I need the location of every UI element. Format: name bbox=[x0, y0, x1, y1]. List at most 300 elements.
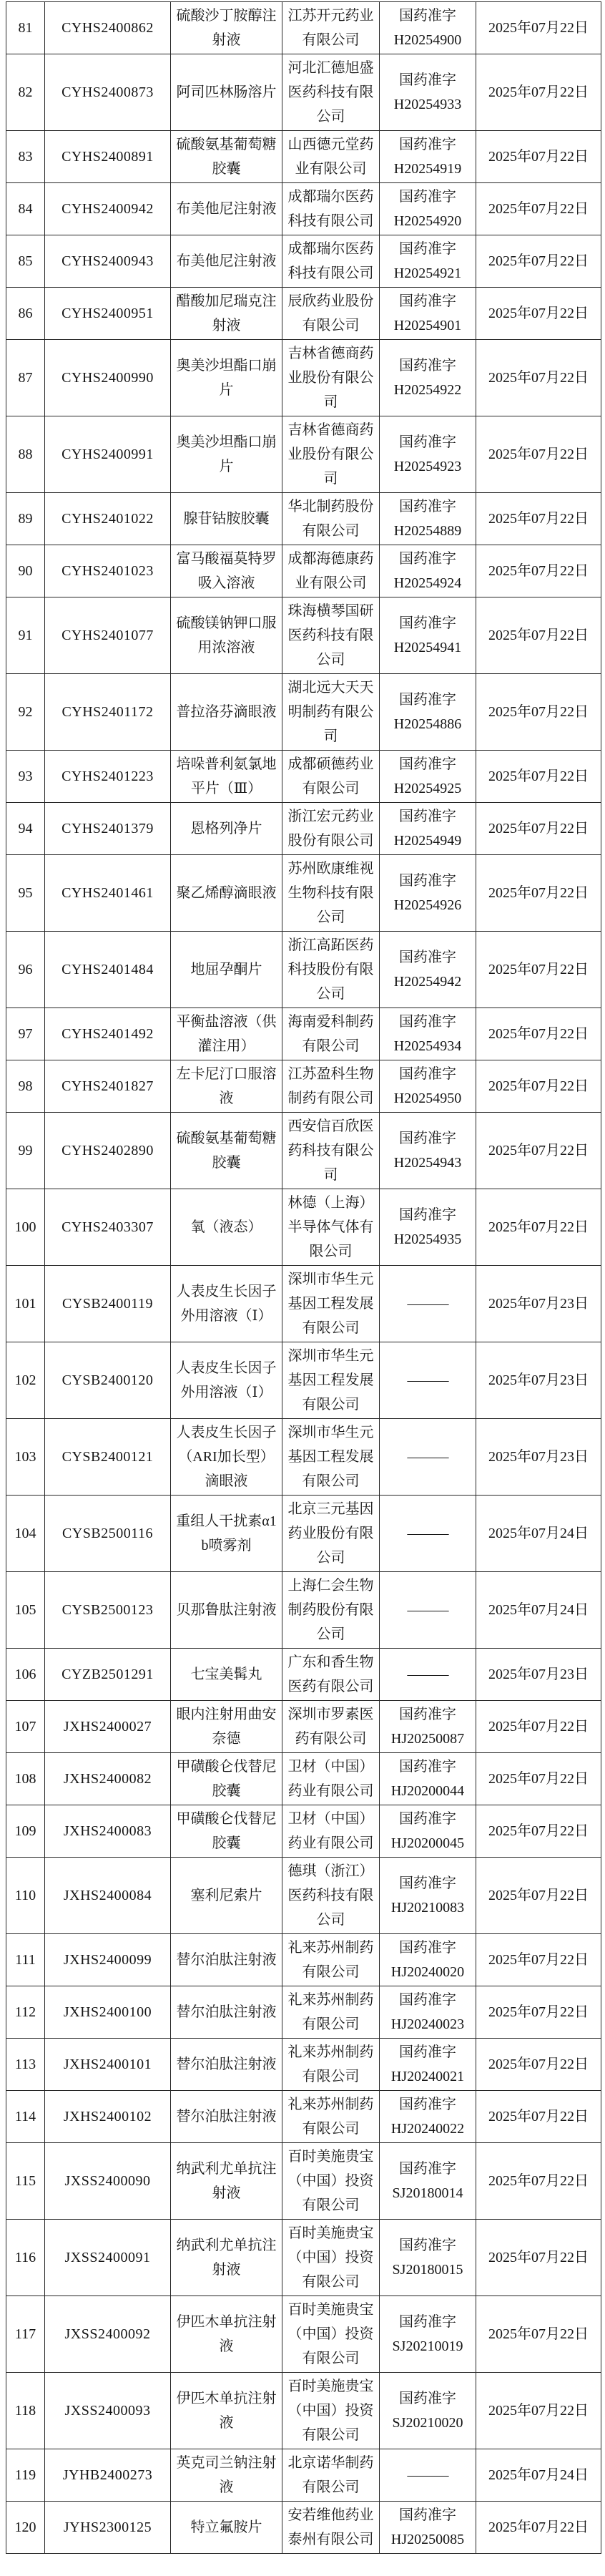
table-row bbox=[6, 1113, 601, 1189]
table-row bbox=[6, 131, 601, 183]
approval-empty-dash: ——— bbox=[407, 1372, 448, 1388]
drug-name-cell: 纳武利尤单抗注射液 bbox=[171, 2143, 282, 2220]
acceptance-no-cell: CYHS2400991 bbox=[45, 416, 171, 493]
approval-prefix: 国药准字 bbox=[399, 809, 456, 824]
drug-name-cell: 塞利尼索片 bbox=[171, 1858, 282, 1934]
approval-number: H20254900 bbox=[393, 32, 462, 48]
approval-number: H20254919 bbox=[393, 161, 462, 177]
acceptance-no-cell: CYHS2400891 bbox=[45, 131, 171, 183]
approval-number: HJ20200045 bbox=[390, 1835, 465, 1851]
seq-cell: 117 bbox=[6, 2296, 45, 2373]
approval-no-cell bbox=[380, 1060, 476, 1113]
approval-prefix: 国药准字 bbox=[399, 873, 456, 889]
seq-cell: 105 bbox=[6, 1572, 45, 1649]
drug-name-cell: 替尔泊肽注射液 bbox=[171, 2091, 282, 2143]
drug-name-cell: 重组人干扰素α1b喷雾剂 bbox=[171, 1496, 282, 1572]
acceptance-no-cell: CYHS2401172 bbox=[45, 674, 171, 751]
seq-cell: 82 bbox=[6, 54, 45, 131]
table-row bbox=[6, 54, 601, 131]
approval-no-cell bbox=[380, 2373, 476, 2449]
drug-name-cell: 聚乙烯醇滴眼液 bbox=[171, 855, 282, 932]
table-row bbox=[6, 751, 601, 803]
approval-no-cell bbox=[380, 54, 476, 131]
approval-no-cell bbox=[380, 2502, 476, 2554]
drug-name-cell: 醋酸加尼瑞克注射液 bbox=[171, 288, 282, 340]
seq-cell: 90 bbox=[6, 545, 45, 597]
acceptance-no-cell: JXSS2400093 bbox=[45, 2373, 171, 2449]
seq-cell: 110 bbox=[6, 1858, 45, 1934]
table-row bbox=[6, 1858, 601, 1934]
approval-date-cell: 2025年07月22日 bbox=[476, 545, 601, 597]
approval-date-cell: 2025年07月22日 bbox=[476, 2143, 601, 2220]
drug-name-cell: 普拉洛芬滴眼液 bbox=[171, 674, 282, 751]
drug-name-cell: 富马酸福莫特罗吸入溶液 bbox=[171, 545, 282, 597]
approval-no-cell bbox=[380, 288, 476, 340]
approval-empty-dash: ——— bbox=[407, 1296, 448, 1312]
company-cell: 百时美施贵宝（中国）投资有限公司 bbox=[282, 2296, 380, 2373]
approval-no-cell bbox=[380, 1266, 476, 1342]
table-row bbox=[6, 803, 601, 855]
approval-date-cell: 2025年07月22日 bbox=[476, 2502, 601, 2554]
approval-number: H20254942 bbox=[393, 974, 462, 990]
approval-prefix: 国药准字 bbox=[399, 72, 456, 88]
approval-number: H20254949 bbox=[393, 833, 462, 849]
drug-name-cell: 特立氟胺片 bbox=[171, 2502, 282, 2554]
company-cell: 海南爱科制药有限公司 bbox=[282, 1008, 380, 1060]
seq-cell: 97 bbox=[6, 1008, 45, 1060]
table-row bbox=[6, 1753, 601, 1805]
table-row bbox=[6, 2039, 601, 2091]
approval-date-cell: 2025年07月24日 bbox=[476, 2449, 601, 2502]
table-row bbox=[6, 416, 601, 493]
company-cell: 上海仁会生物制药股份有限公司 bbox=[282, 1572, 380, 1649]
table-row bbox=[6, 1008, 601, 1060]
drug-name-cell: 人表皮生长因子外用溶液（Ⅰ） bbox=[171, 1266, 282, 1342]
approval-number: SJ20180015 bbox=[392, 2262, 463, 2278]
drug-name-cell: 培哚普利氨氯地平片（Ⅲ） bbox=[171, 751, 282, 803]
approval-number: H20254886 bbox=[393, 716, 462, 732]
approval-number: H20254943 bbox=[393, 1155, 462, 1171]
seq-cell: 102 bbox=[6, 1342, 45, 1419]
approval-no-cell bbox=[380, 1419, 476, 1496]
approval-prefix: 国药准字 bbox=[399, 950, 456, 965]
seq-cell: 116 bbox=[6, 2220, 45, 2296]
drug-name-cell: 替尔泊肽注射液 bbox=[171, 1934, 282, 1986]
acceptance-no-cell: JXHS2400102 bbox=[45, 2091, 171, 2143]
drug-name-cell: 左卡尼汀口服溶液 bbox=[171, 1060, 282, 1113]
seq-cell: 87 bbox=[6, 340, 45, 416]
seq-cell: 114 bbox=[6, 2091, 45, 2143]
table-row bbox=[6, 1496, 601, 1572]
approval-no-cell bbox=[380, 2449, 476, 2502]
approval-prefix: 国药准字 bbox=[399, 137, 456, 152]
approval-date-cell: 2025年07月23日 bbox=[476, 1649, 601, 1701]
acceptance-no-cell: CYHS2401077 bbox=[45, 597, 171, 674]
company-cell: 深圳市罗素医药有限公司 bbox=[282, 1701, 380, 1753]
acceptance-no-cell: CYSB2400119 bbox=[45, 1266, 171, 1342]
approval-number: H20254925 bbox=[393, 781, 462, 796]
approval-number: HJ20240022 bbox=[390, 2121, 465, 2137]
drug-name-cell: 地屈孕酮片 bbox=[171, 932, 282, 1008]
acceptance-no-cell: JXSS2400091 bbox=[45, 2220, 171, 2296]
seq-cell: 95 bbox=[6, 855, 45, 932]
company-cell: 成都海德康药业有限公司 bbox=[282, 545, 380, 597]
company-cell: 礼来苏州制药有限公司 bbox=[282, 1934, 380, 1986]
approval-empty-dash: ——— bbox=[407, 1449, 448, 1465]
acceptance-no-cell: CYHS2401492 bbox=[45, 1008, 171, 1060]
approval-number: HJ20210083 bbox=[390, 1900, 465, 1916]
approval-prefix: 国药准字 bbox=[399, 1014, 456, 1030]
acceptance-no-cell: JYHS2300125 bbox=[45, 2502, 171, 2554]
table-row bbox=[6, 1986, 601, 2039]
approval-date-cell: 2025年07月22日 bbox=[476, 1858, 601, 1934]
approval-number: HJ20240021 bbox=[390, 2069, 465, 2084]
seq-cell: 98 bbox=[6, 1060, 45, 1113]
approval-prefix: 国药准字 bbox=[399, 499, 456, 514]
approval-date-cell: 2025年07月22日 bbox=[476, 340, 601, 416]
approval-no-cell bbox=[380, 131, 476, 183]
drug-approval-table bbox=[6, 1, 601, 2554]
approval-no-cell bbox=[380, 340, 476, 416]
table-row bbox=[6, 1934, 601, 1986]
approval-prefix: 国药准字 bbox=[399, 434, 456, 450]
approval-empty-dash: ——— bbox=[407, 2467, 448, 2483]
seq-cell: 94 bbox=[6, 803, 45, 855]
seq-cell: 107 bbox=[6, 1701, 45, 1753]
approval-date-cell: 2025年07月22日 bbox=[476, 597, 601, 674]
table-row bbox=[6, 2449, 601, 2502]
drug-name-cell: 腺苷钴胺胶囊 bbox=[171, 493, 282, 545]
company-cell: 安若维他药业泰州有限公司 bbox=[282, 2502, 380, 2554]
approval-number: HJ20250087 bbox=[390, 1731, 465, 1747]
company-cell: 北京三元基因药业股份有限公司 bbox=[282, 1496, 380, 1572]
approval-number: H20254941 bbox=[393, 640, 462, 655]
approval-no-cell bbox=[380, 1496, 476, 1572]
drug-name-cell: 硫酸镁钠钾口服用浓溶液 bbox=[171, 597, 282, 674]
seq-cell: 111 bbox=[6, 1934, 45, 1986]
table-row bbox=[6, 183, 601, 235]
seq-cell: 89 bbox=[6, 493, 45, 545]
seq-cell: 91 bbox=[6, 597, 45, 674]
seq-cell: 92 bbox=[6, 674, 45, 751]
drug-name-cell: 眼内注射用曲安奈德 bbox=[171, 1701, 282, 1753]
approval-no-cell bbox=[380, 235, 476, 288]
seq-cell: 93 bbox=[6, 751, 45, 803]
drug-name-cell: 替尔泊肽注射液 bbox=[171, 1986, 282, 2039]
drug-name-cell: 布美他尼注射液 bbox=[171, 183, 282, 235]
acceptance-no-cell: JXHS2400083 bbox=[45, 1805, 171, 1858]
table-row bbox=[6, 1189, 601, 1266]
company-cell: 西安信百欣医药科技有限公司 bbox=[282, 1113, 380, 1189]
seq-cell: 88 bbox=[6, 416, 45, 493]
drug-name-cell: 人表皮生长因子外用溶液（Ⅰ） bbox=[171, 1342, 282, 1419]
table-row bbox=[6, 855, 601, 932]
acceptance-no-cell: CYHS2400873 bbox=[45, 54, 171, 131]
approval-number: H20254924 bbox=[393, 575, 462, 591]
seq-cell: 108 bbox=[6, 1753, 45, 1805]
company-cell: 珠海横琴国研医药科技有限公司 bbox=[282, 597, 380, 674]
table-row bbox=[6, 1419, 601, 1496]
approval-empty-dash: ——— bbox=[407, 1602, 448, 1618]
drug-name-cell: 奥美沙坦酯口崩片 bbox=[171, 416, 282, 493]
company-cell: 成都瑞尔医药科技有限公司 bbox=[282, 183, 380, 235]
approval-date-cell: 2025年07月23日 bbox=[476, 1342, 601, 1419]
company-cell: 江苏开元药业有限公司 bbox=[282, 2, 380, 54]
approval-prefix: 国药准字 bbox=[399, 1940, 456, 1956]
seq-cell: 85 bbox=[6, 235, 45, 288]
approval-prefix: 国药准字 bbox=[399, 551, 456, 567]
approval-prefix: 国药准字 bbox=[399, 1207, 456, 1223]
approval-no-cell bbox=[380, 855, 476, 932]
approval-date-cell: 2025年07月22日 bbox=[476, 235, 601, 288]
company-cell: 礼来苏州制药有限公司 bbox=[282, 2091, 380, 2143]
approval-no-cell bbox=[380, 1113, 476, 1189]
approval-empty-dash: ——— bbox=[407, 1667, 448, 1682]
company-cell: 浙江宏元药业股份有限公司 bbox=[282, 803, 380, 855]
approval-no-cell bbox=[380, 674, 476, 751]
approval-prefix: 国药准字 bbox=[399, 241, 456, 257]
approval-prefix: 国药准字 bbox=[399, 1066, 456, 1082]
approval-date-cell: 2025年07月23日 bbox=[476, 1266, 601, 1342]
approval-date-cell: 2025年07月22日 bbox=[476, 54, 601, 131]
approval-number: H20254934 bbox=[393, 1038, 462, 1054]
approval-date-cell: 2025年07月22日 bbox=[476, 751, 601, 803]
approval-date-cell: 2025年07月22日 bbox=[476, 1805, 601, 1858]
company-cell: 河北汇德旭盛医药科技有限公司 bbox=[282, 54, 380, 131]
acceptance-no-cell: CYHS2401023 bbox=[45, 545, 171, 597]
acceptance-no-cell: CYHS2400990 bbox=[45, 340, 171, 416]
company-cell: 山西德元堂药业有限公司 bbox=[282, 131, 380, 183]
company-cell: 辰欣药业股份有限公司 bbox=[282, 288, 380, 340]
seq-cell: 81 bbox=[6, 2, 45, 54]
seq-cell: 86 bbox=[6, 288, 45, 340]
approval-number: HJ20240023 bbox=[390, 2016, 465, 2032]
approval-number: H20254935 bbox=[393, 1231, 462, 1247]
drug-name-cell: 平衡盐溶液（供灌注用） bbox=[171, 1008, 282, 1060]
approval-no-cell bbox=[380, 803, 476, 855]
approval-prefix: 国药准字 bbox=[399, 1875, 456, 1891]
table-row bbox=[6, 597, 601, 674]
acceptance-no-cell: CYHS2401484 bbox=[45, 932, 171, 1008]
seq-cell: 119 bbox=[6, 2449, 45, 2502]
approval-date-cell: 2025年07月22日 bbox=[476, 855, 601, 932]
drug-name-cell: 伊匹木单抗注射液 bbox=[171, 2296, 282, 2373]
drug-name-cell: 氧（液态） bbox=[171, 1189, 282, 1266]
table-row bbox=[6, 288, 601, 340]
acceptance-no-cell: CYHS2401379 bbox=[45, 803, 171, 855]
approval-prefix: 国药准字 bbox=[399, 1992, 456, 2008]
approval-date-cell: 2025年07月22日 bbox=[476, 131, 601, 183]
approval-date-cell: 2025年07月22日 bbox=[476, 288, 601, 340]
acceptance-no-cell: JXHS2400082 bbox=[45, 1753, 171, 1805]
approval-no-cell bbox=[380, 416, 476, 493]
table-row bbox=[6, 2220, 601, 2296]
drug-name-cell: 恩格列净片 bbox=[171, 803, 282, 855]
company-cell: 江苏盈科生物制药有限公司 bbox=[282, 1060, 380, 1113]
table-row bbox=[6, 1701, 601, 1753]
seq-cell: 83 bbox=[6, 131, 45, 183]
table-row bbox=[6, 2502, 601, 2554]
approval-prefix: 国药准字 bbox=[399, 189, 456, 205]
acceptance-no-cell: CYHS2401223 bbox=[45, 751, 171, 803]
approval-prefix: 国药准字 bbox=[399, 1759, 456, 1775]
approval-no-cell bbox=[380, 1701, 476, 1753]
approval-date-cell: 2025年07月22日 bbox=[476, 2296, 601, 2373]
acceptance-no-cell: JXHS2400099 bbox=[45, 1934, 171, 1986]
approval-date-cell: 2025年07月22日 bbox=[476, 1986, 601, 2039]
acceptance-no-cell: CYHS2401022 bbox=[45, 493, 171, 545]
approval-date-cell: 2025年07月24日 bbox=[476, 1572, 601, 1649]
company-cell: 深圳市华生元基因工程发展有限公司 bbox=[282, 1419, 380, 1496]
drug-name-cell: 甲磺酸仑伐替尼胶囊 bbox=[171, 1753, 282, 1805]
seq-cell: 84 bbox=[6, 183, 45, 235]
approval-date-cell: 2025年07月22日 bbox=[476, 932, 601, 1008]
company-cell: 百时美施贵宝（中国）投资有限公司 bbox=[282, 2373, 380, 2449]
seq-cell: 113 bbox=[6, 2039, 45, 2091]
drug-name-cell: 七宝美髯丸 bbox=[171, 1649, 282, 1701]
seq-cell: 106 bbox=[6, 1649, 45, 1701]
approval-number: H20254923 bbox=[393, 459, 462, 474]
drug-name-cell: 贝那鲁肽注射液 bbox=[171, 1572, 282, 1649]
table-row bbox=[6, 2, 601, 54]
approval-no-cell bbox=[380, 1858, 476, 1934]
approval-number: H20254901 bbox=[393, 318, 462, 333]
seq-cell: 99 bbox=[6, 1113, 45, 1189]
table-row bbox=[6, 2143, 601, 2220]
approval-prefix: 国药准字 bbox=[399, 2238, 456, 2253]
approval-number: HJ20250085 bbox=[390, 2532, 465, 2547]
acceptance-no-cell: CYZB2501291 bbox=[45, 1649, 171, 1701]
seq-cell: 96 bbox=[6, 932, 45, 1008]
drug-name-cell: 英克司兰钠注射液 bbox=[171, 2449, 282, 2502]
company-cell: 广东和香生物医药有限公司 bbox=[282, 1649, 380, 1701]
approval-prefix: 国药准字 bbox=[399, 8, 456, 24]
acceptance-no-cell: JYHB2400273 bbox=[45, 2449, 171, 2502]
company-cell: 苏州欧康维视生物科技有限公司 bbox=[282, 855, 380, 932]
acceptance-no-cell: JXHS2400101 bbox=[45, 2039, 171, 2091]
approval-no-cell bbox=[380, 2, 476, 54]
approval-no-cell bbox=[380, 183, 476, 235]
company-cell: 浙江高跖医药科技股份有限公司 bbox=[282, 932, 380, 1008]
table-row bbox=[6, 340, 601, 416]
approval-no-cell bbox=[380, 1934, 476, 1986]
company-cell: 成都硕德药业有限公司 bbox=[282, 751, 380, 803]
approval-no-cell bbox=[380, 1342, 476, 1419]
approval-date-cell: 2025年07月22日 bbox=[476, 416, 601, 493]
company-cell: 林德（上海）半导体气体有限公司 bbox=[282, 1189, 380, 1266]
approval-date-cell: 2025年07月22日 bbox=[476, 1934, 601, 1986]
seq-cell: 115 bbox=[6, 2143, 45, 2220]
company-cell: 德琪（浙江）医药科技有限公司 bbox=[282, 1858, 380, 1934]
acceptance-no-cell: CYSB2400121 bbox=[45, 1419, 171, 1496]
approval-number: H20254921 bbox=[393, 265, 462, 281]
approval-number: HJ20240020 bbox=[390, 1964, 465, 1980]
table-row bbox=[6, 2373, 601, 2449]
drug-name-cell: 伊匹木单抗注射液 bbox=[171, 2373, 282, 2449]
approval-date-cell: 2025年07月22日 bbox=[476, 1189, 601, 1266]
approval-date-cell: 2025年07月22日 bbox=[476, 803, 601, 855]
approval-no-cell bbox=[380, 493, 476, 545]
approval-no-cell bbox=[380, 2296, 476, 2373]
approval-date-cell: 2025年07月22日 bbox=[476, 674, 601, 751]
table-row bbox=[6, 493, 601, 545]
drug-name-cell: 纳武利尤单抗注射液 bbox=[171, 2220, 282, 2296]
acceptance-no-cell: JXHS2400027 bbox=[45, 1701, 171, 1753]
table-row bbox=[6, 1805, 601, 1858]
approval-date-cell: 2025年07月22日 bbox=[476, 493, 601, 545]
company-cell: 深圳市华生元基因工程发展有限公司 bbox=[282, 1266, 380, 1342]
company-cell: 卫材（中国）药业有限公司 bbox=[282, 1753, 380, 1805]
approval-number: H20254933 bbox=[393, 97, 462, 112]
approval-prefix: 国药准字 bbox=[399, 756, 456, 772]
approval-no-cell bbox=[380, 597, 476, 674]
company-cell: 吉林省德商药业股份有限公司 bbox=[282, 416, 380, 493]
approval-prefix: 国药准字 bbox=[399, 293, 456, 309]
approval-number: H20254889 bbox=[393, 523, 462, 539]
acceptance-no-cell: CYHS2401827 bbox=[45, 1060, 171, 1113]
drug-name-cell: 奥美沙坦酯口崩片 bbox=[171, 340, 282, 416]
approval-prefix: 国药准字 bbox=[399, 1811, 456, 1827]
company-cell: 华北制药股份有限公司 bbox=[282, 493, 380, 545]
approval-no-cell bbox=[380, 1805, 476, 1858]
approval-date-cell: 2025年07月22日 bbox=[476, 1008, 601, 1060]
approval-no-cell bbox=[380, 1986, 476, 2039]
acceptance-no-cell: CYHS2403307 bbox=[45, 1189, 171, 1266]
approval-number: SJ20210020 bbox=[392, 2415, 463, 2431]
approval-number: H20254950 bbox=[393, 1091, 462, 1106]
approval-date-cell: 2025年07月22日 bbox=[476, 2039, 601, 2091]
company-cell: 百时美施贵宝（中国）投资有限公司 bbox=[282, 2220, 380, 2296]
drug-name-cell: 硫酸氨基葡萄糖胶囊 bbox=[171, 131, 282, 183]
approval-no-cell bbox=[380, 751, 476, 803]
approval-prefix: 国药准字 bbox=[399, 2097, 456, 2112]
approval-date-cell: 2025年07月22日 bbox=[476, 1701, 601, 1753]
approval-prefix: 国药准字 bbox=[399, 1131, 456, 1146]
approval-date-cell: 2025年07月22日 bbox=[476, 1060, 601, 1113]
seq-cell: 118 bbox=[6, 2373, 45, 2449]
table-row bbox=[6, 1649, 601, 1701]
company-cell: 吉林省德商药业股份有限公司 bbox=[282, 340, 380, 416]
table-row bbox=[6, 674, 601, 751]
company-cell: 礼来苏州制药有限公司 bbox=[282, 2039, 380, 2091]
drug-name-cell: 人表皮生长因子（ARI加长型）滴眼液 bbox=[171, 1419, 282, 1496]
acceptance-no-cell: CYSB2400120 bbox=[45, 1342, 171, 1419]
approval-date-cell: 2025年07月22日 bbox=[476, 2091, 601, 2143]
approval-no-cell bbox=[380, 1572, 476, 1649]
company-cell: 北京诺华制药有限公司 bbox=[282, 2449, 380, 2502]
acceptance-no-cell: CYSB2500123 bbox=[45, 1572, 171, 1649]
approval-date-cell: 2025年07月24日 bbox=[476, 1496, 601, 1572]
approval-empty-dash: ——— bbox=[407, 1526, 448, 1541]
approval-no-cell bbox=[380, 2220, 476, 2296]
drug-name-cell: 硫酸沙丁胺醇注射液 bbox=[171, 2, 282, 54]
approval-no-cell bbox=[380, 2091, 476, 2143]
approval-date-cell: 2025年07月22日 bbox=[476, 2, 601, 54]
approval-date-cell: 2025年07月22日 bbox=[476, 2220, 601, 2296]
table-row bbox=[6, 2296, 601, 2373]
approval-no-cell bbox=[380, 932, 476, 1008]
table-row bbox=[6, 1266, 601, 1342]
approval-date-cell: 2025年07月22日 bbox=[476, 183, 601, 235]
approval-no-cell bbox=[380, 545, 476, 597]
drug-name-cell: 布美他尼注射液 bbox=[171, 235, 282, 288]
table-row bbox=[6, 1572, 601, 1649]
table-row bbox=[6, 2091, 601, 2143]
approval-date-cell: 2025年07月23日 bbox=[476, 1419, 601, 1496]
approval-prefix: 国药准字 bbox=[399, 692, 456, 708]
company-cell: 成都瑞尔医药科技有限公司 bbox=[282, 235, 380, 288]
approval-no-cell bbox=[380, 2039, 476, 2091]
